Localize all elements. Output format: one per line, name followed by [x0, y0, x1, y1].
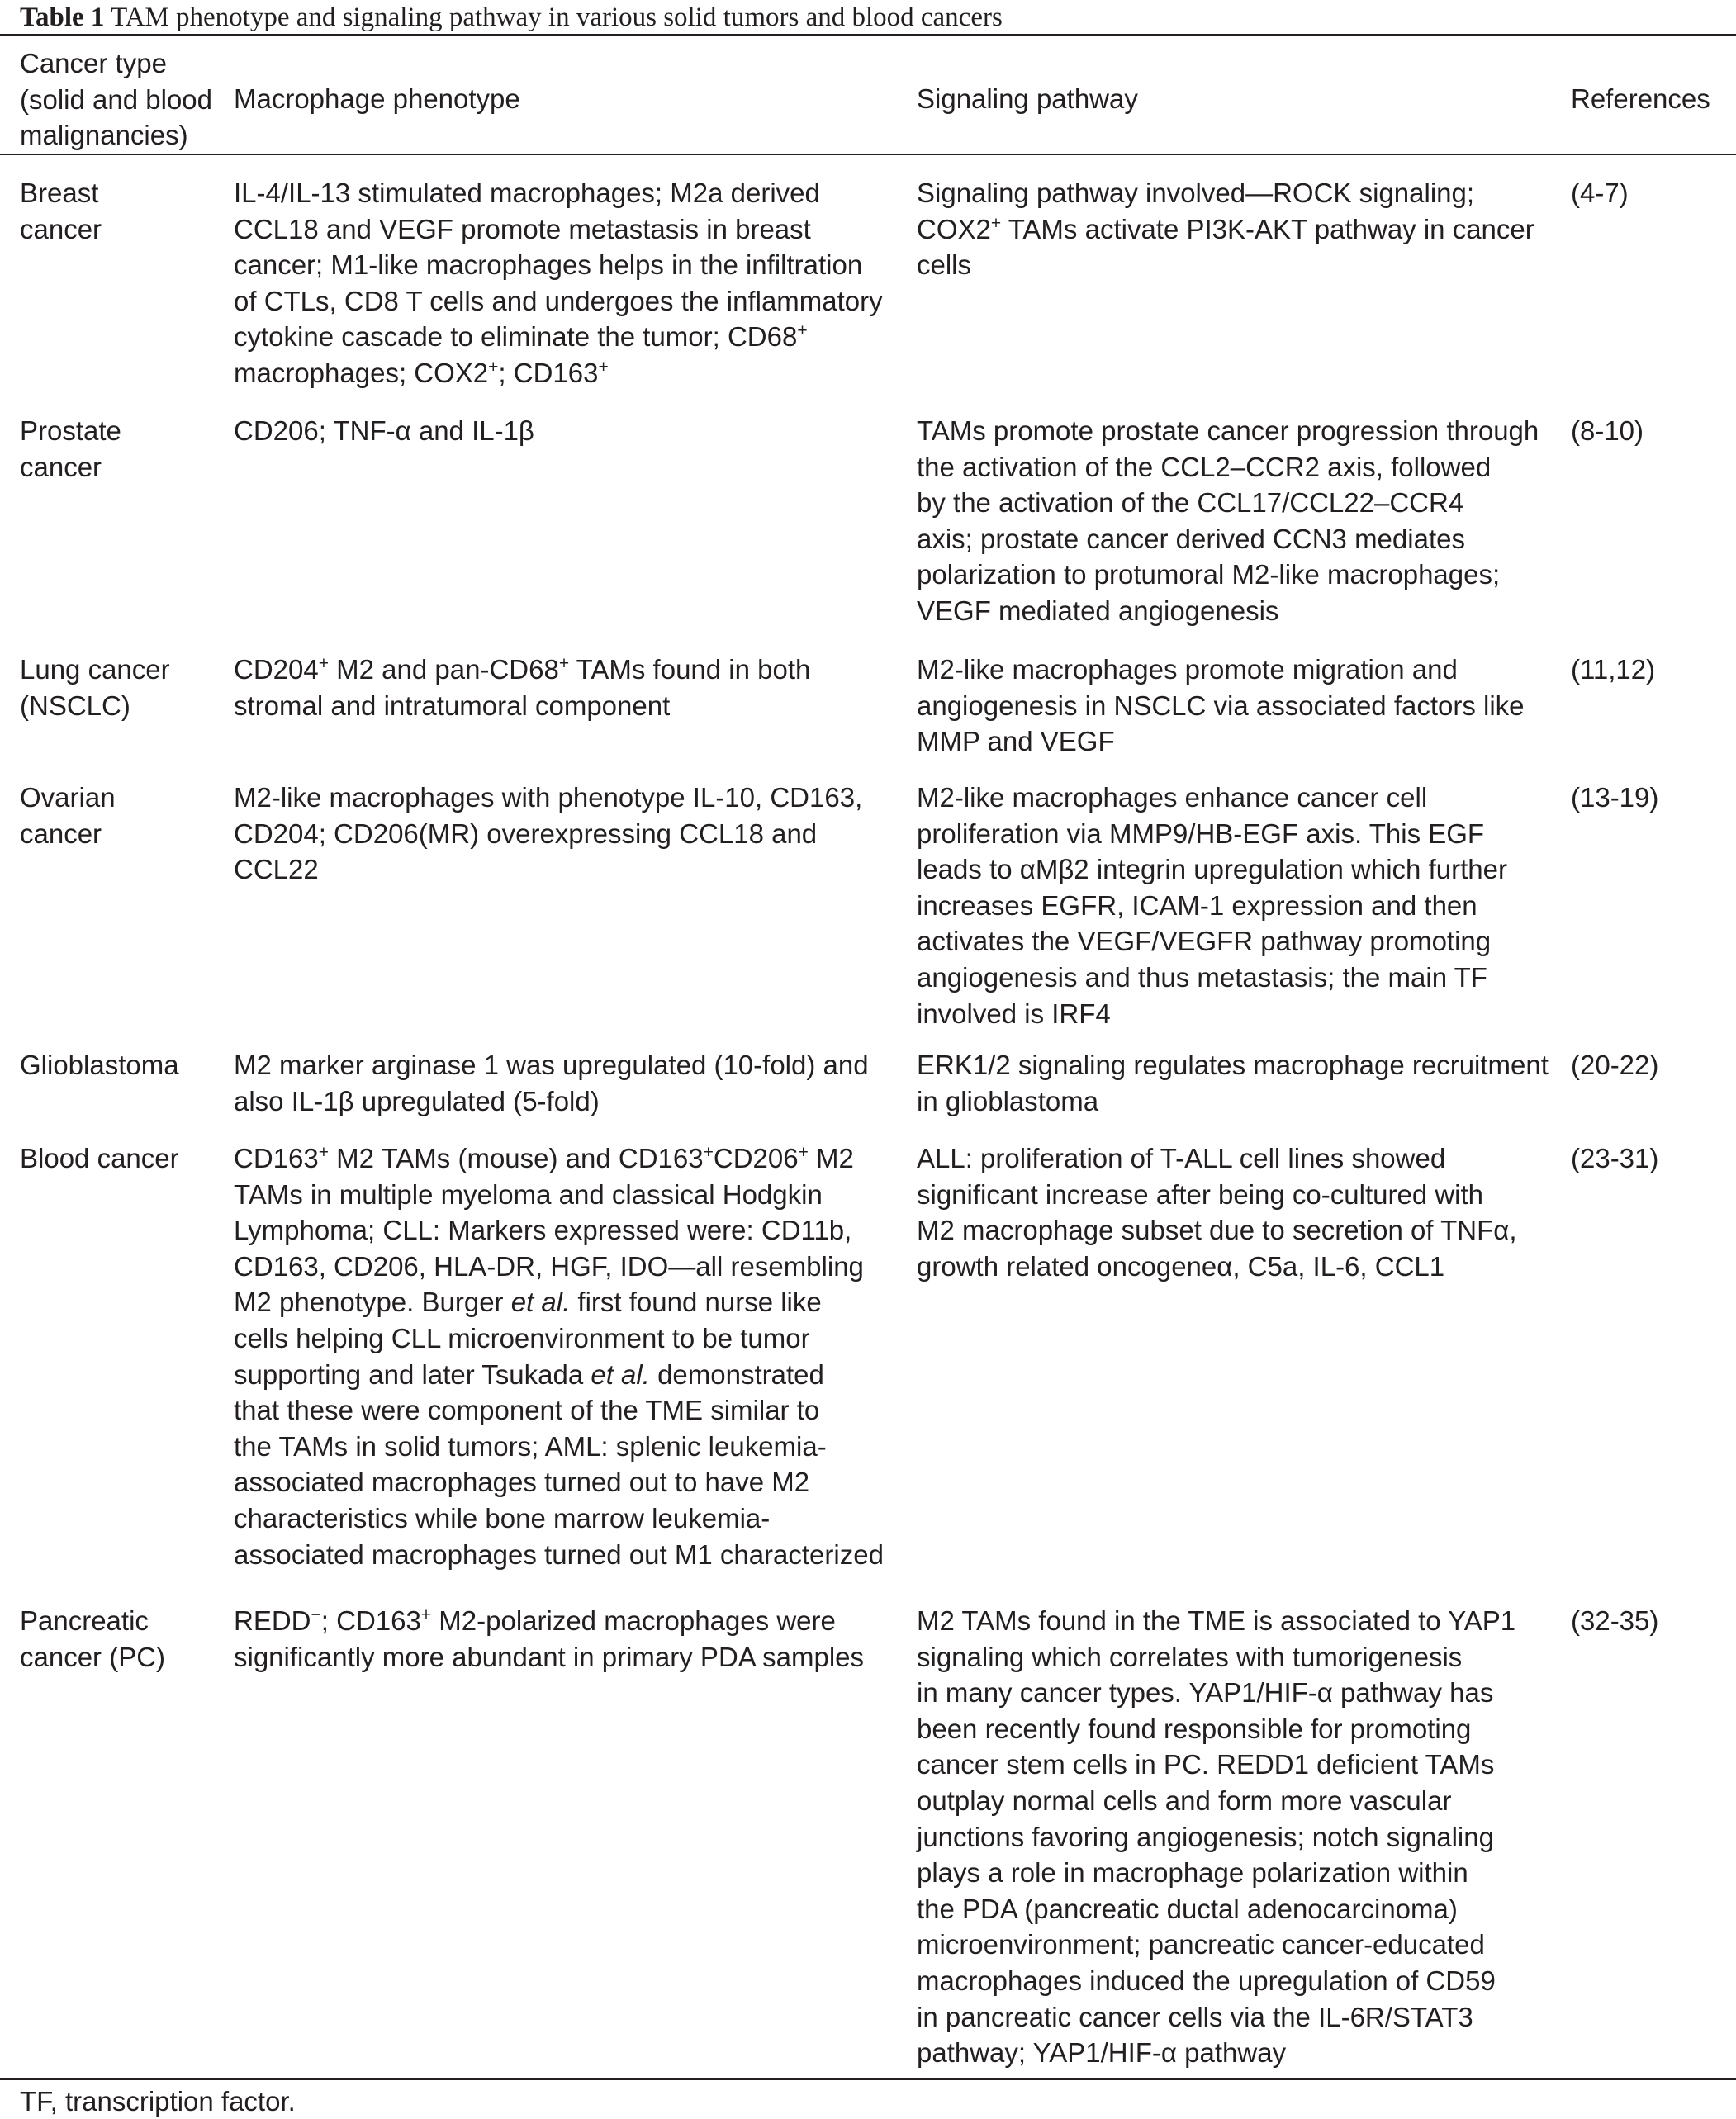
- cell-macrophage-phenotype-line: cancer; M1-like macrophages helps in the infiltration: [234, 249, 863, 281]
- cell-signaling-pathway: [917, 1140, 1517, 1284]
- cell-macrophage-phenotype: [234, 780, 862, 888]
- cell-references-line: (23-31): [1571, 1143, 1659, 1173]
- header-cancer-type-line: Cancer type: [20, 48, 167, 78]
- cell-cancer-type: [20, 1047, 179, 1083]
- header-signaling-pathway: Signaling pathway: [917, 83, 1138, 114]
- cell-signaling-pathway-line: in many cancer types. YAP1/HIF-α pathway has: [917, 1677, 1494, 1709]
- cell-cancer-type-line: Breast: [20, 178, 99, 208]
- cell-references-line: (11,12): [1571, 654, 1656, 685]
- cell-signaling-pathway: [917, 1603, 1515, 2071]
- cell-signaling-pathway-line: significant increase after being co-cultured with: [917, 1178, 1484, 1210]
- cell-signaling-pathway-line: Signaling pathway involved—ROCK signaling;: [917, 178, 1475, 208]
- cell-signaling-pathway-line: increases EGFR, ICAM-1 expression and then: [917, 889, 1477, 921]
- cell-macrophage-phenotype: [234, 175, 883, 391]
- cell-signaling-pathway-line: pathway; YAP1/HIF-α pathway: [917, 2037, 1287, 2069]
- cell-references: [1571, 1140, 1658, 1177]
- cell-signaling-pathway-line: by the activation of the CCL17/CCL22–CCR4: [917, 487, 1464, 519]
- cell-macrophage-phenotype: [234, 1603, 864, 1675]
- cell-macrophage-phenotype-line: also IL-1β upregulated (5-fold): [234, 1085, 600, 1116]
- header-references: References: [1571, 83, 1710, 114]
- table-caption-label: Table 1: [20, 2, 105, 32]
- cell-signaling-pathway-line: macrophages induced the upregulation of CD59: [917, 1965, 1496, 1996]
- cell-signaling-pathway-line: ERK1/2 signaling regulates macrophage recruitment: [917, 1050, 1549, 1080]
- cell-signaling-pathway-line: cells: [917, 249, 972, 281]
- cell-macrophage-phenotype-line: the TAMs in solid tumors; AML: splenic leukemia-: [234, 1430, 827, 1462]
- cell-macrophage-phenotype-line: characteristics while bone marrow leukemia-: [234, 1502, 771, 1534]
- cell-signaling-pathway-line: in glioblastoma: [917, 1085, 1099, 1116]
- cell-macrophage-phenotype-line: REDD−; CD163+ M2-polarized macrophages were: [234, 1605, 836, 1636]
- cell-signaling-pathway-line: M2-like macrophages promote migration and: [917, 654, 1458, 685]
- cell-references-line: (8-10): [1571, 415, 1644, 446]
- cell-signaling-pathway-line: microenvironment; pancreatic cancer-educated: [917, 1929, 1485, 1960]
- cell-references: [1571, 652, 1655, 688]
- cell-signaling-pathway: [917, 175, 1534, 283]
- cell-macrophage-phenotype-line: CCL18 and VEGF promote metastasis in breast: [234, 213, 811, 244]
- cell-signaling-pathway-line: in pancreatic cancer cells via the IL-6R/STAT3: [917, 2001, 1473, 2032]
- cell-macrophage-phenotype-line: M2-like macrophages with phenotype IL-10, CD163,: [234, 782, 863, 813]
- cell-signaling-pathway-line: M2-like macrophages enhance cancer cell: [917, 782, 1428, 813]
- cell-signaling-pathway-line: M2 TAMs found in the TME is associated to YAP1: [917, 1605, 1516, 1636]
- cell-signaling-pathway-line: been recently found responsible for promoting: [917, 1713, 1472, 1744]
- cell-cancer-type-line: cancer: [20, 213, 102, 244]
- cell-macrophage-phenotype-line: CD206; TNF-α and IL-1β: [234, 415, 534, 446]
- cell-references: [1571, 175, 1629, 211]
- cell-references-line: (13-19): [1571, 782, 1659, 813]
- cell-signaling-pathway: [917, 1047, 1549, 1119]
- cell-cancer-type-line: cancer (PC): [20, 1641, 166, 1672]
- cell-cancer-type-line: Ovarian: [20, 782, 116, 813]
- cell-macrophage-phenotype-line: Lymphoma; CLL: Markers expressed were: CD11b,: [234, 1215, 852, 1246]
- cell-cancer-type: [20, 1603, 165, 1675]
- cell-cancer-type-line: Blood cancer: [20, 1143, 179, 1173]
- cell-signaling-pathway-line: leads to αMβ2 integrin upregulation which further: [917, 854, 1507, 885]
- cell-macrophage-phenotype-line: significantly more abundant in primary PDA samples: [234, 1641, 865, 1672]
- cell-signaling-pathway-line: COX2+ TAMs activate PI3K-AKT pathway in cancer: [917, 213, 1534, 244]
- cell-references: [1571, 780, 1658, 816]
- cell-signaling-pathway-line: M2 macrophage subset due to secretion of TNFα,: [917, 1215, 1517, 1246]
- table-caption-text: TAM phenotype and signaling pathway in various solid tumors and blood cancers: [111, 2, 1003, 32]
- cell-signaling-pathway-line: involved is IRF4: [917, 998, 1111, 1029]
- cell-references-line: (4-7): [1571, 178, 1629, 208]
- cell-macrophage-phenotype-line: CD163+ M2 TAMs (mouse) and CD163+CD206+ M2: [234, 1143, 854, 1173]
- cell-cancer-type: [20, 175, 102, 247]
- header-cancer-type: [20, 45, 212, 154]
- bottom-rule: [0, 2078, 1736, 2080]
- cell-signaling-pathway-line: ALL: proliferation of T-ALL cell lines showed: [917, 1143, 1446, 1173]
- cell-cancer-type: [20, 780, 116, 851]
- cell-cancer-type: [20, 1140, 179, 1177]
- cell-macrophage-phenotype-line: associated macrophages turned out M1 characterized: [234, 1538, 884, 1570]
- header-cancer-type-line: malignancies): [20, 120, 188, 151]
- cell-cancer-type-line: cancer: [20, 818, 102, 849]
- cell-cancer-type-line: Pancreatic: [20, 1605, 149, 1636]
- header-macrophage-phenotype: Macrophage phenotype: [234, 83, 520, 114]
- cell-signaling-pathway-line: the PDA (pancreatic ductal adenocarcinoma): [917, 1893, 1458, 1924]
- cell-references-line: (20-22): [1571, 1050, 1659, 1080]
- table-footnote: TF, transcription factor.: [20, 2086, 296, 2117]
- cell-signaling-pathway: [917, 780, 1507, 1031]
- cell-macrophage-phenotype: [234, 1047, 869, 1119]
- cell-signaling-pathway-line: cancer stem cells in PC. REDD1 deficient TAMs: [917, 1749, 1495, 1780]
- cell-signaling-pathway-line: activates the VEGF/VEGFR pathway promoting: [917, 926, 1492, 957]
- cell-macrophage-phenotype-line: CCL22: [234, 854, 319, 885]
- cell-macrophage-phenotype-line: IL-4/IL-13 stimulated macrophages; M2a derived: [234, 178, 820, 208]
- cell-signaling-pathway-line: polarization to protumoral M2-like macrophages;: [917, 559, 1501, 590]
- cell-macrophage-phenotype-line: M2 marker arginase 1 was upregulated (10-fold) and: [234, 1050, 869, 1080]
- cell-signaling-pathway-line: the activation of the CCL2–CCR2 axis, followed: [917, 451, 1492, 482]
- header-cancer-type-line: (solid and blood: [20, 83, 212, 115]
- cell-macrophage-phenotype-line: CD204; CD206(MR) overexpressing CCL18 and: [234, 818, 818, 849]
- cell-references: [1571, 1603, 1658, 1639]
- cell-cancer-type-line: Lung cancer: [20, 654, 170, 685]
- cell-references: [1571, 1047, 1658, 1083]
- cell-signaling-pathway-line: growth related oncogeneα, C5a, IL-6, CCL1: [917, 1250, 1445, 1282]
- cell-signaling-pathway-line: TAMs promote prostate cancer progression through: [917, 415, 1539, 446]
- cell-signaling-pathway-line: proliferation via MMP9/HB-EGF axis. This EGF: [917, 818, 1485, 849]
- cell-signaling-pathway: [917, 413, 1539, 629]
- cell-signaling-pathway-line: junctions favoring angiogenesis; notch signaling: [917, 1821, 1494, 1852]
- cell-cancer-type-line: Glioblastoma: [20, 1050, 179, 1080]
- cell-signaling-pathway-line: outplay normal cells and form more vascular: [917, 1785, 1452, 1816]
- cell-cancer-type: [20, 413, 121, 485]
- cell-macrophage-phenotype-line: TAMs in multiple myeloma and classical Hodgkin: [234, 1178, 823, 1210]
- cell-macrophage-phenotype-line: cytokine cascade to eliminate the tumor; CD68+: [234, 321, 808, 353]
- cell-signaling-pathway-line: angiogenesis and thus metastasis; the main TF: [917, 961, 1487, 993]
- cell-macrophage-phenotype-line: stromal and intratumoral component: [234, 690, 671, 721]
- cell-cancer-type: [20, 652, 170, 723]
- table-caption: [20, 2, 1003, 33]
- cell-cancer-type-line: Prostate: [20, 415, 121, 446]
- cell-signaling-pathway-line: signaling which correlates with tumorigenesis: [917, 1641, 1463, 1672]
- cell-macrophage-phenotype-line: macrophages; COX2+; CD163+: [234, 357, 609, 388]
- cell-macrophage-phenotype-line: CD204+ M2 and pan-CD68+ TAMs found in both: [234, 654, 811, 685]
- cell-macrophage-phenotype: [234, 413, 534, 449]
- cell-references: [1571, 413, 1644, 449]
- cell-macrophage-phenotype: [234, 1140, 884, 1572]
- cell-cancer-type-line: (NSCLC): [20, 690, 130, 721]
- header-rule: [0, 154, 1736, 155]
- cell-macrophage-phenotype-line: supporting and later Tsukada et al. demonstrated: [234, 1358, 824, 1390]
- cell-macrophage-phenotype-line: that these were component of the TME similar to: [234, 1395, 820, 1426]
- cell-macrophage-phenotype-line: cells helping CLL microenvironment to be tumor: [234, 1322, 810, 1353]
- cell-macrophage-phenotype-line: associated macrophages turned out to have M2: [234, 1467, 810, 1498]
- cell-macrophage-phenotype-line: M2 phenotype. Burger et al. first found nurse like: [234, 1287, 822, 1318]
- cell-signaling-pathway-line: axis; prostate cancer derived CCN3 mediates: [917, 523, 1465, 554]
- cell-signaling-pathway: [917, 652, 1525, 760]
- cell-macrophage-phenotype-line: CD163, CD206, HLA-DR, HGF, IDO—all resembling: [234, 1250, 864, 1282]
- top-rule: [0, 34, 1736, 36]
- cell-macrophage-phenotype-line: of CTLs, CD8 T cells and undergoes the inflammatory: [234, 285, 883, 316]
- cell-references-line: (32-35): [1571, 1605, 1659, 1636]
- cell-signaling-pathway-line: VEGF mediated angiogenesis: [917, 595, 1279, 626]
- cell-cancer-type-line: cancer: [20, 451, 102, 482]
- cell-macrophage-phenotype: [234, 652, 810, 723]
- cell-signaling-pathway-line: plays a role in macrophage polarization within: [917, 1857, 1468, 1889]
- cell-signaling-pathway-line: MMP and VEGF: [917, 726, 1115, 757]
- cell-signaling-pathway-line: angiogenesis in NSCLC via associated factors like: [917, 690, 1525, 721]
